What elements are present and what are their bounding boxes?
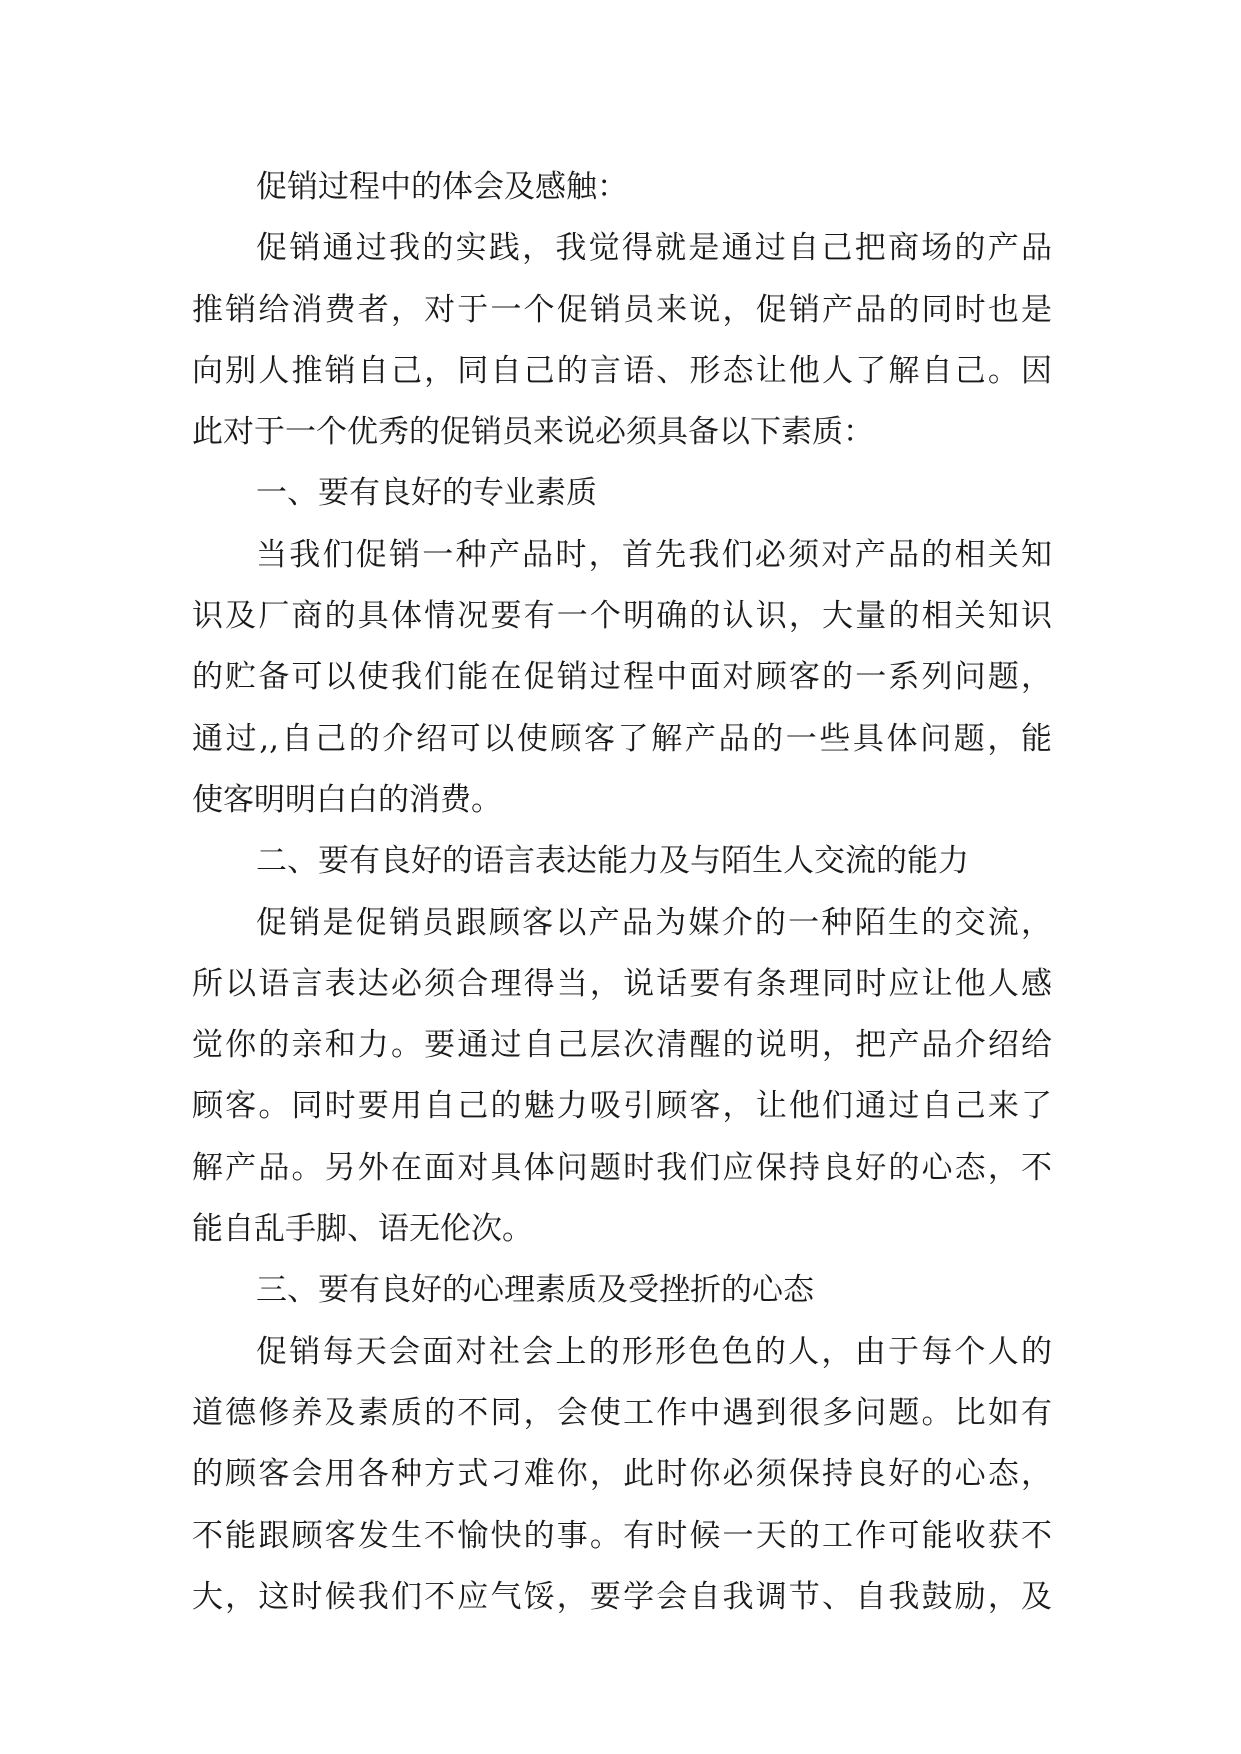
text-line: 顾客。同时要用自己的魅力吸引顾客，让他们通过自己来了 [192, 1088, 1052, 1125]
text-line: 促销过程中的体会及感触： [256, 169, 628, 205]
text-line: 三、要有良好的心理素质及受挫折的心态 [256, 1272, 814, 1309]
text-line: 不能跟顾客发生不愉快的事。有时候一天的工作可能收获不 [192, 1517, 1052, 1554]
text-line: 通过,,自己的介绍可以使顾客了解产品的一些具体问题，能 [192, 720, 1052, 757]
text-line: 识及厂商的具体情况要有一个明确的认识，大量的相关知识 [192, 598, 1052, 635]
text-line: 推销给消费者，对于一个促销员来说，促销产品的同时也是 [192, 291, 1052, 328]
text-line: 使客明明白白的消费。 [192, 781, 502, 818]
text-line: 所以语言表达必须合理得当，说话要有条理同时应让他人感 [192, 965, 1052, 1002]
text-line: 二、要有良好的语言表达能力及与陌生人交流的能力 [256, 843, 969, 880]
text-line: 当我们促销一种产品时，首先我们必须对产品的相关知 [256, 536, 1052, 573]
text-line: 解产品。另外在面对具体问题时我们应保持良好的心态，不 [192, 1149, 1052, 1186]
text-line: 向别人推销自己，同自己的言语、形态让他人了解自己。因 [192, 352, 1052, 389]
text-line: 的顾客会用各种方式刁难你，此时你必须保持良好的心态， [192, 1456, 1052, 1493]
text-line: 大，这时候我们不应气馁，要学会自我调节、自我鼓励，及 [192, 1578, 1052, 1615]
text-line: 觉你的亲和力。要通过自己层次清醒的说明，把产品介绍给 [192, 1027, 1052, 1064]
text-line: 促销通过我的实践，我觉得就是通过自己把商场的产品 [256, 230, 1052, 267]
text-line: 此对于一个优秀的促销员来说必须具备以下素质： [192, 414, 874, 451]
text-line: 的贮备可以使我们能在促销过程中面对顾客的一系列问题， [192, 659, 1052, 696]
text-line: 能自乱手脚、语无伦次。 [192, 1211, 533, 1248]
text-line: 道德修养及素质的不同，会使工作中遇到很多问题。比如有 [192, 1394, 1052, 1431]
text-line: 促销每天会面对社会上的形形色色的人，由于每个人的 [256, 1333, 1052, 1370]
text-line: 促销是促销员跟顾客以产品为媒介的一种陌生的交流， [256, 904, 1052, 941]
text-line: 一、要有良好的专业素质 [256, 475, 597, 512]
body-text [192, 157, 1052, 1628]
